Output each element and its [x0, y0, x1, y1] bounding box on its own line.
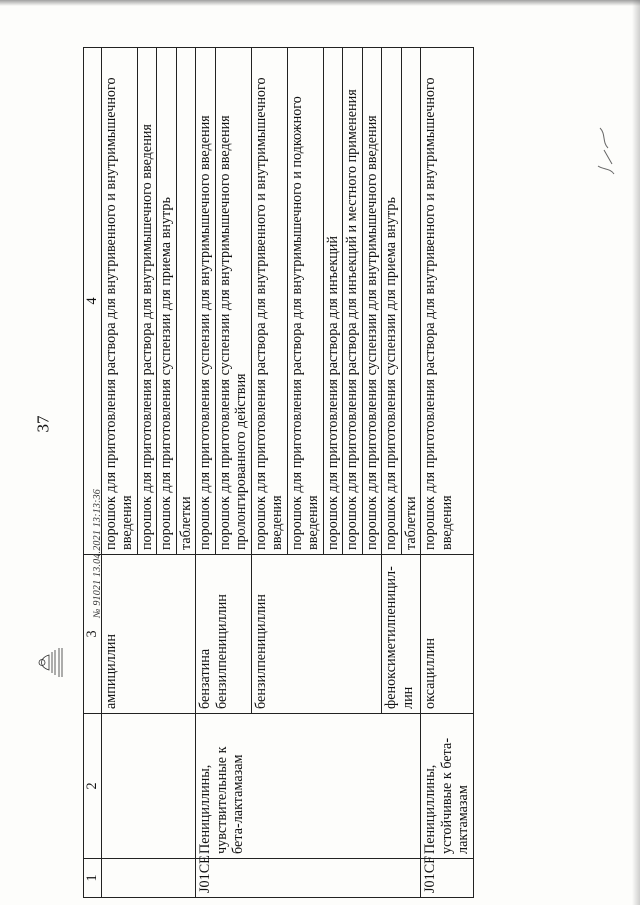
page-number: 37 [33, 415, 53, 433]
dosage-form: порошок для приготовления суспензии для приема внутрь [382, 48, 402, 555]
header-row [84, 48, 102, 898]
emblem-stamp [25, 640, 70, 685]
dosage-form: порошок для приготовления суспензии для внутримышечного введения пролонгированного действия [215, 48, 251, 555]
dosage-form: таблетки [401, 48, 421, 555]
dosage-form: порошок для приготовления суспензии для внутримышечного введения [196, 48, 216, 555]
group-cell [101, 714, 196, 859]
dosage-form: порошок для приготовления раствора для внутривенного и внутримышечного введения [251, 48, 287, 555]
header-cell: 3 [84, 555, 102, 714]
document-footer: № 91021 13.04.2021 13:13:36 [92, 489, 103, 618]
table-row [196, 48, 216, 898]
header-cell: 1 [84, 859, 102, 898]
dosage-form: порошок для приготовления раствора для инъекций и местного применения [343, 48, 363, 555]
table-row [421, 48, 474, 898]
dosage-form: порошок для приготовления суспензии для приема внутрь [157, 48, 177, 555]
dosage-form: порошок для приготовления суспензии для внутримышечного введения [362, 48, 382, 555]
atc-code: J01CF [421, 859, 474, 898]
group-name: Пенициллины, чувствительные к бета-лактамазам [196, 714, 421, 859]
drug-name: ампициллин [101, 555, 196, 714]
dosage-form: порошок для приготовления раствора для внутривенного и внутримышечного введения [101, 48, 137, 555]
header-cell: 2 [84, 714, 102, 859]
drug-table [83, 47, 474, 898]
group-name: Пенициллины, устойчивые к бета-лактамазам [421, 714, 474, 859]
drug-name: бензатина бензилпенициллин [196, 555, 252, 714]
dosage-form: порошок для приготовления раствора для внутривенного и внутримышечного введения [421, 48, 474, 555]
drug-name: бензилпенициллин [251, 555, 382, 714]
table-row [101, 48, 137, 898]
atc-code-cell [101, 859, 196, 898]
header-cell: 4 [84, 48, 102, 555]
atc-code: J01CE [196, 859, 421, 898]
dosage-form: порошок для приготовления раствора для инъекций [323, 48, 343, 555]
dosage-form: порошок для приготовления раствора для внутримышечного и подкожного введения [287, 48, 323, 555]
dosage-form: таблетки [176, 48, 196, 555]
drug-name: феноксиметилпеницил-лин [382, 555, 421, 714]
dosage-form: порошок для приготовления раствора для внутримышечного введения [137, 48, 157, 555]
drug-name: оксациллин [421, 555, 474, 714]
